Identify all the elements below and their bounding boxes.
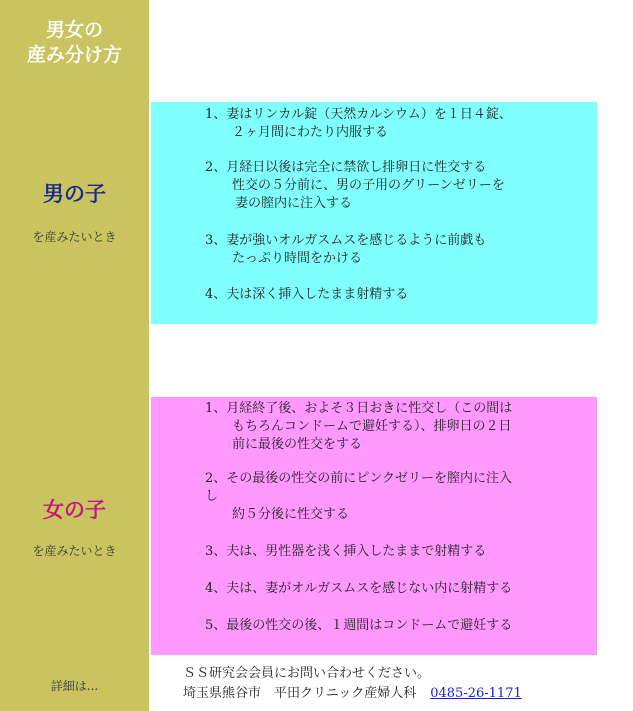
item-line: 2、月経日以後は完全に禁欲し排卵日に性交する <box>205 160 487 175</box>
girl-heading: 女の子 <box>43 497 106 522</box>
item-line: 3、妻が強いオルガスムスを感じるように前戯も <box>205 233 487 248</box>
item-line: もちろんコンドームで避妊する）、排卵日の２日 <box>232 419 512 434</box>
clinic-name: 埼玉県熊谷市 平田クリニック産婦人科 <box>183 686 417 701</box>
item-line: 1、月経終了後、およそ３日おきに性交し（この間は <box>205 401 513 416</box>
boy-method-panel <box>151 102 597 324</box>
list-item <box>205 400 595 454</box>
item-line: 4、夫は深く挿入したまま射精する <box>205 287 409 302</box>
item-line: 4、夫は、妻がオルガスムスを感じない内に射精する <box>205 581 513 596</box>
list-item <box>205 470 595 524</box>
phone-link[interactable]: 0485-26-1171 <box>430 686 522 701</box>
item-line: 約５分後に性交する <box>232 507 350 522</box>
detail-label: 詳細は... <box>50 679 99 693</box>
item-line: 5、最後の性交の後、１週間はコンドームで避妊する <box>205 618 513 633</box>
item-line: 2、その最後の性交の前にピンクゼリーを膣内に注入 <box>205 471 513 486</box>
list-item <box>205 580 595 598</box>
boy-subheading: を産みたいとき <box>32 230 117 244</box>
contact-text: ＳＳ研究会会員にお問い合わせください。 <box>183 666 431 681</box>
item-line: 妻の膣内に注入する <box>235 196 353 211</box>
boy-heading: 男の子 <box>43 181 106 206</box>
list-item <box>205 543 595 561</box>
list-item <box>205 106 595 142</box>
item-line: 1、妻はリンカル錠（天然カルシウム）を１日４錠、 <box>205 107 512 122</box>
item-line: 性交の５分前に、男の子用のグリーンゼリーを <box>232 178 505 193</box>
girl-method-panel <box>151 397 597 655</box>
clinic-address <box>183 684 603 704</box>
contact-footer <box>183 664 603 704</box>
list-item <box>205 159 595 213</box>
girl-subheading: を産みたいとき <box>32 544 117 558</box>
list-item <box>205 617 595 635</box>
item-line: 前に最後の性交をする <box>232 437 363 452</box>
item-line: ２ヶ月間にわたり内服する <box>232 125 389 140</box>
page-title <box>0 18 149 68</box>
title-line-1: 男女の <box>45 19 103 41</box>
sidebar <box>0 0 149 711</box>
item-line: し <box>205 489 219 504</box>
list-item <box>205 232 595 268</box>
item-line: たっぷり時間をかける <box>232 251 363 266</box>
item-line: 3、夫は、男性器を浅く挿入したままで射精する <box>205 544 487 559</box>
list-item <box>205 286 595 304</box>
title-line-2: 産み分け方 <box>26 44 122 66</box>
